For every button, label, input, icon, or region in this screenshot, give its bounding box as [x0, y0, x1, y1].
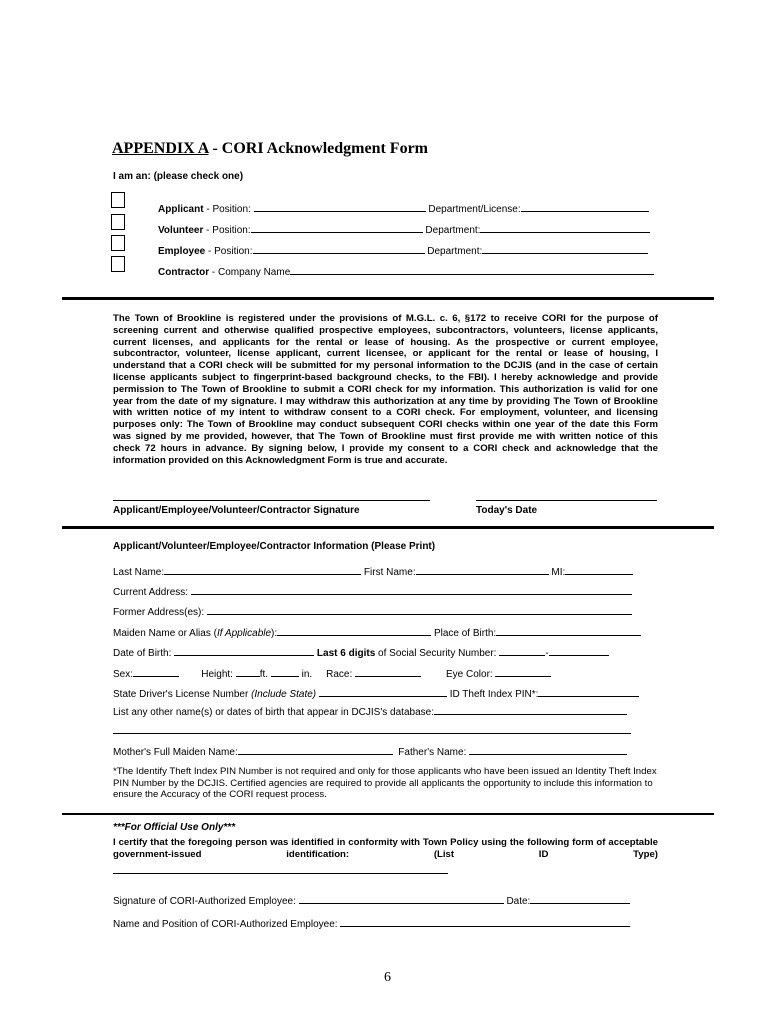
contractor-label: Contractor [158, 267, 210, 278]
ssn-label: of Social Security Number: [375, 648, 497, 659]
cori-name-position-row [113, 917, 630, 930]
maiden-birthplace-row [113, 626, 641, 639]
cori-name-position-label: Name and Position of CORI-Authorized Employee: [113, 919, 338, 930]
employee-position-field[interactable] [253, 244, 425, 254]
cori-name-position-field[interactable] [340, 917, 630, 927]
applicant-checkbox[interactable] [111, 192, 125, 208]
current-address-field[interactable] [191, 585, 632, 595]
dob-ssn-row [113, 646, 609, 659]
race-field[interactable] [355, 667, 421, 677]
other-names-label: List any other name(s) or dates of birth that appear in DCJIS's database: [113, 707, 434, 718]
cori-signature-row [113, 894, 630, 907]
ssn-field-part1[interactable] [499, 646, 545, 656]
signature-field[interactable] [113, 500, 430, 501]
ssn-bold-label: Last 6 digits [316, 648, 376, 659]
place-of-birth-field[interactable] [496, 626, 641, 636]
id-type-field[interactable] [113, 873, 448, 874]
current-address-row [113, 585, 632, 598]
official-use-heading [113, 822, 235, 833]
ssn-field-part2[interactable] [549, 646, 609, 656]
check-one-label: I am an: (please check one) [113, 171, 244, 182]
license-field[interactable] [319, 687, 447, 697]
license-row [113, 687, 639, 700]
mi-label: MI: [551, 567, 566, 578]
contractor-company-label: - Company Name [209, 267, 291, 278]
other-names-row [113, 705, 627, 718]
section-divider [62, 297, 714, 300]
maiden-name-italic: If Applicable [216, 628, 272, 639]
employee-position-label: - Position: [205, 246, 253, 257]
volunteer-row [158, 223, 650, 236]
cori-statement: The Town of Brookline is registered under the provisions of M.G.L. c. 6, §172 to receive CORI for the purpose of screening current and otherwise qualified prospective employees, subcontractors, volunteers, license applicants, current licenses, and applicants for the rental or lease of housing. As the prospective or current employee, subcontractor, volunteer, license applicant, current licensee, or applicant for the rental or lease of housing, I understand that a CORI check will be submitted for my personal information to the DCJIS (and in the case of certain license applicants subject to fingerprint-based background checks, to the FBI). I hereby acknowledge and provide permission to The Town of Brookline to submit a CORI check for my information. This authorization is valid for one year from the date of my signature. I may withdraw this authorization at any time by providing The Town of Brookline with written notice of my intent to withdraw consent to a CORI check. For employment, volunteer, and licensing purposes only: The Town of Brookline may conduct subsequent CORI checks within one year of the date this Form was signed by me provided, however, that The Town of Brookline must first provide me with written notice of this check 72 hours in advance. By signing below, I provide my consent to a CORI check and acknowledge that the information provided on this Acknowledgment Form is true and accurate. [113, 313, 658, 466]
todays-date-label: Today's Date [476, 505, 538, 516]
cori-signature-label: Signature of CORI-Authorized Employee: [113, 896, 296, 907]
applicant-dept-field[interactable] [521, 202, 649, 212]
title-appendix: APPENDIX A [112, 140, 209, 157]
in-label: in. [301, 669, 313, 680]
former-address-field[interactable] [207, 605, 632, 615]
applicant-row [158, 202, 649, 215]
place-of-birth-label: Place of Birth: [433, 628, 497, 639]
current-address-label: Current Address: [113, 587, 189, 598]
employee-label: Employee [158, 246, 206, 257]
race-label: Race: [326, 669, 353, 680]
volunteer-checkbox[interactable] [111, 214, 125, 230]
applicant-dept-label: Department/License: [425, 204, 521, 215]
last-name-label: Last Name: [113, 567, 165, 578]
pin-note: *The Identify Theft Index PIN Number is not required and only for those applicants who have been issued an Identity Theft Index PIN Number by the DCJIS. Certified agencies are required to provide all applicants the opportunity to include this information to ensure the Accuracy of the CORI request process. [113, 766, 657, 801]
certify-statement: I certify that the foregoing person was identified in conformity with Town Policy using the following form of acceptable government-issued identification: (List ID Type) [113, 837, 658, 860]
cori-date-label: Date: [506, 896, 531, 907]
volunteer-dept-field[interactable] [480, 223, 650, 233]
mother-maiden-field[interactable] [238, 745, 393, 755]
contractor-checkbox[interactable] [111, 256, 125, 272]
cori-signature-field[interactable] [299, 894, 504, 904]
maiden-name-field[interactable] [277, 626, 431, 636]
license-italic: (Include State) [251, 689, 317, 700]
sex-field[interactable] [133, 667, 179, 677]
id-theft-pin-label: ID Theft Index PIN*: [449, 689, 539, 700]
height-in-field[interactable] [271, 667, 299, 677]
eye-color-field[interactable] [495, 667, 551, 677]
applicant-label: Applicant [158, 204, 204, 215]
official-use-heading-text: ***For Official Use Only*** [113, 822, 236, 833]
first-name-field[interactable] [416, 565, 549, 575]
ft-label: ft. [259, 669, 269, 680]
volunteer-label: Volunteer [158, 225, 204, 236]
applicant-position-field[interactable] [254, 202, 426, 212]
signature-label: Applicant/Employee/Volunteer/Contractor Signature [113, 505, 360, 516]
employee-checkbox[interactable] [111, 235, 125, 251]
height-ft-field[interactable] [236, 667, 260, 677]
applicant-position-label: - Position: [203, 204, 254, 215]
section-divider [62, 526, 714, 529]
father-name-field[interactable] [469, 745, 627, 755]
cori-date-field[interactable] [530, 894, 630, 904]
contractor-row [158, 265, 654, 278]
employee-dept-field[interactable] [482, 244, 648, 254]
license-label: State Driver's License Number [113, 689, 252, 700]
section-divider [62, 813, 714, 815]
last-name-field[interactable] [164, 565, 361, 575]
first-name-label: First Name: [363, 567, 416, 578]
volunteer-position-label: - Position: [203, 225, 251, 236]
eye-color-label: Eye Color: [446, 669, 493, 680]
dob-label: Date of Birth: [113, 648, 172, 659]
page-title [112, 140, 428, 158]
title-text: - CORI Acknowledgment Form [208, 140, 428, 157]
physical-row [113, 667, 551, 680]
former-address-row [113, 605, 632, 618]
mother-maiden-label: Mother's Full Maiden Name: [113, 747, 238, 758]
former-address-label: Former Address(es): [113, 607, 205, 618]
other-names-field[interactable] [434, 705, 627, 715]
height-label: Height: [201, 669, 233, 680]
maiden-name-suffix: ): [271, 628, 278, 639]
employee-dept-label: Department: [424, 246, 483, 257]
sex-label: Sex: [113, 669, 134, 680]
father-name-label: Father's Name: [398, 747, 467, 758]
volunteer-position-field[interactable] [251, 223, 423, 233]
maiden-name-prefix: Maiden Name or Alias ( [113, 628, 217, 639]
dob-field[interactable] [174, 646, 314, 656]
employee-row [158, 244, 648, 257]
mi-field[interactable] [565, 565, 633, 575]
page-number: 6 [384, 970, 391, 985]
ssn-dash: - [545, 648, 549, 659]
other-names-field-continued[interactable] [113, 733, 631, 734]
parents-row [113, 745, 627, 758]
todays-date-field[interactable] [476, 500, 657, 501]
id-theft-pin-field[interactable] [538, 687, 639, 697]
name-row [113, 565, 633, 578]
volunteer-dept-label: Department: [422, 225, 481, 236]
contractor-company-field[interactable] [290, 265, 654, 275]
info-heading: Applicant/Volunteer/Employee/Contractor Information (Please Print) [113, 541, 436, 552]
